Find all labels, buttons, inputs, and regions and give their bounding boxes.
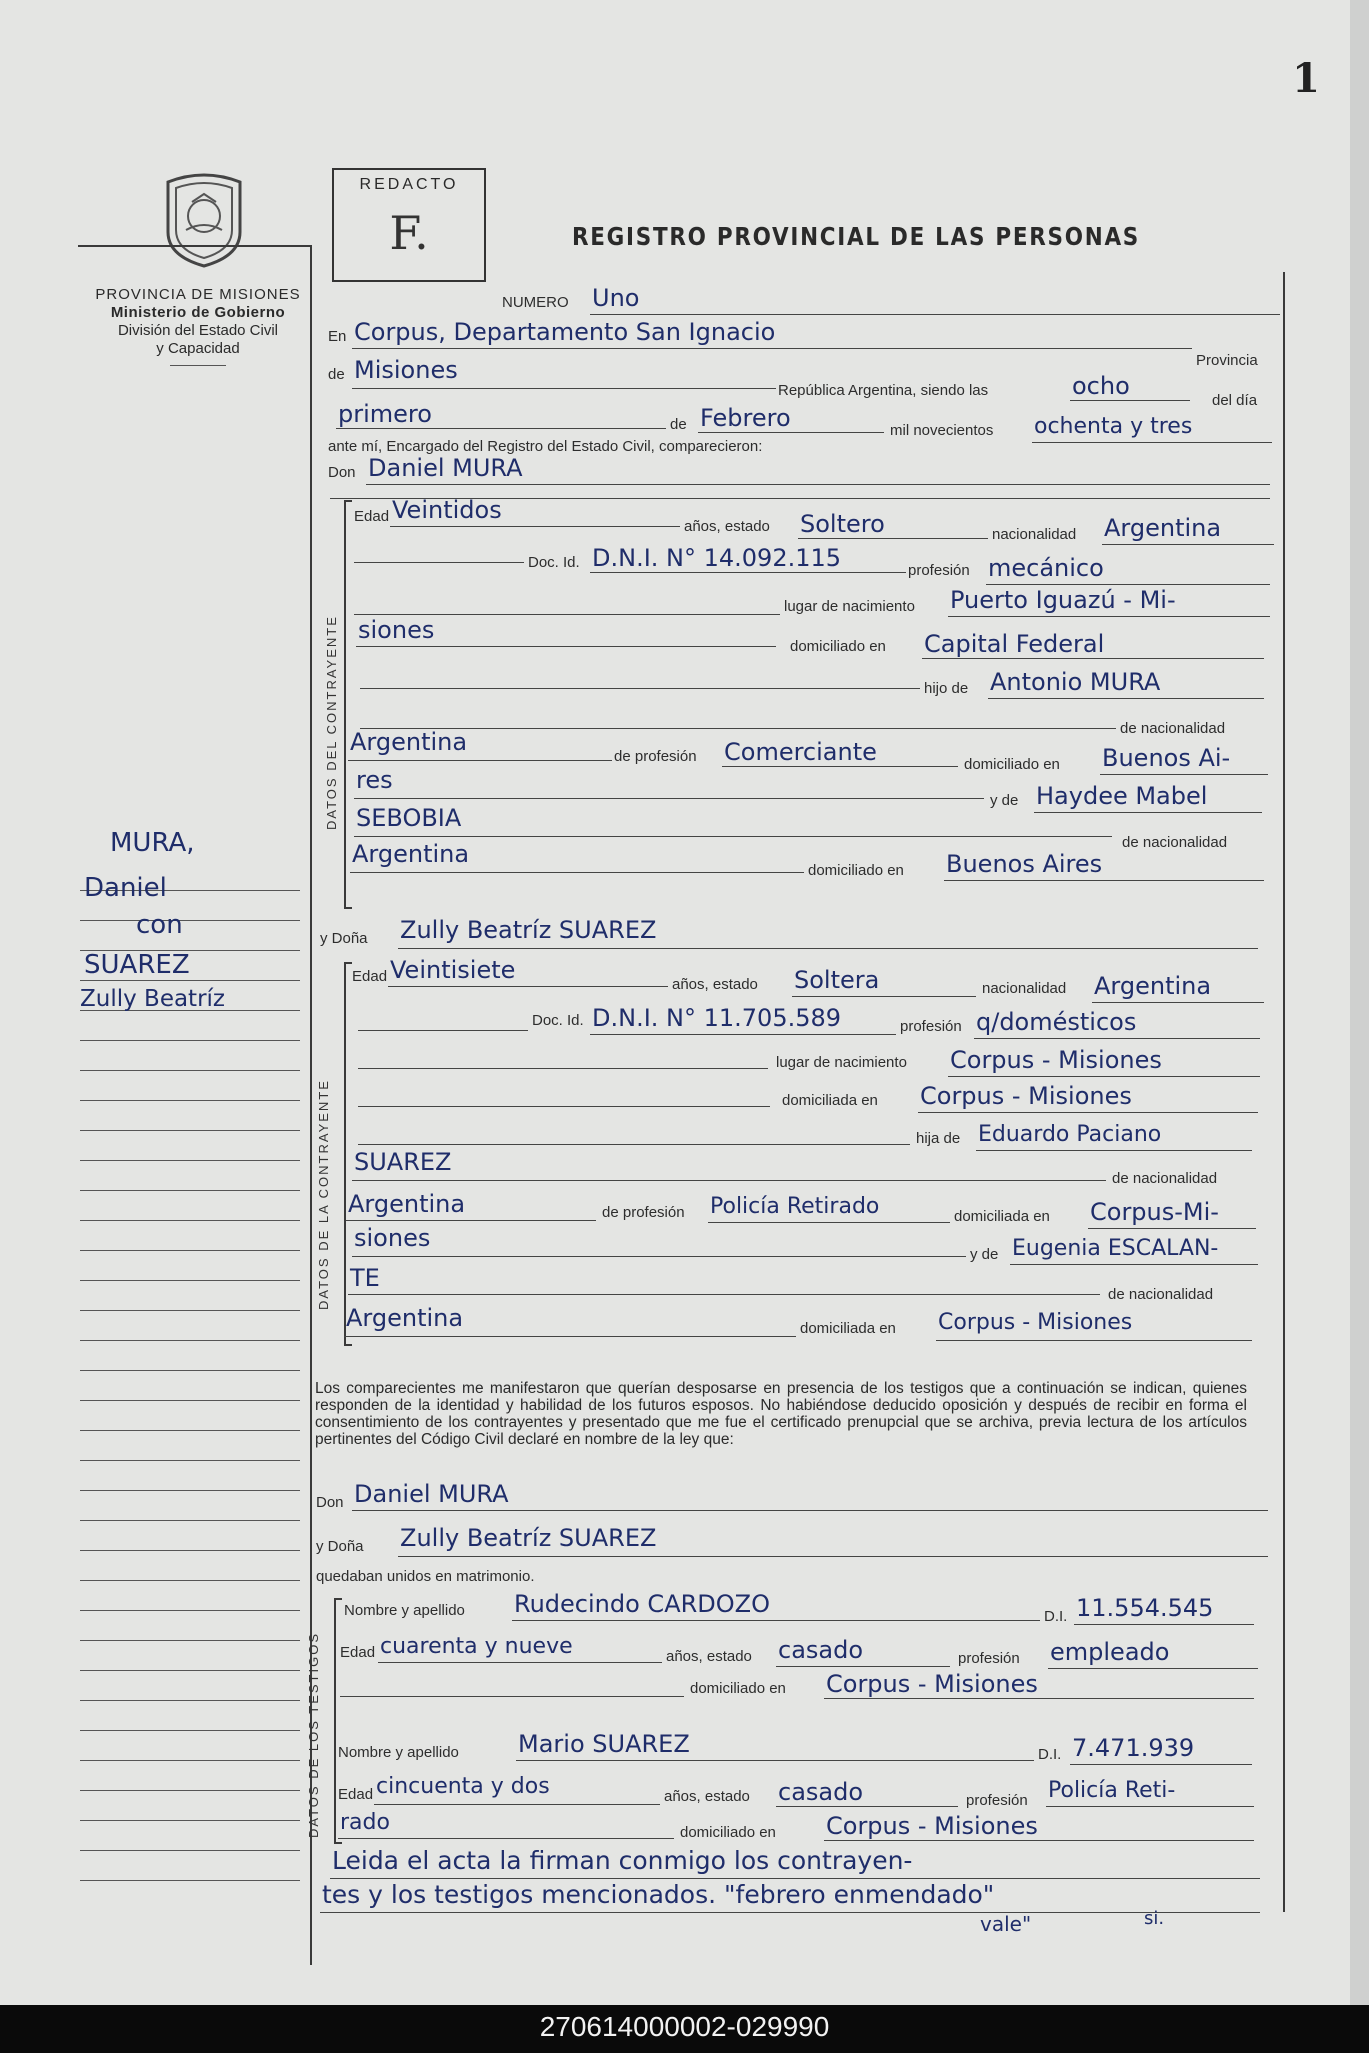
- decl-dona-value: Zully Beatríz SUAREZ: [400, 1524, 657, 1552]
- dona-value: Zully Beatríz SUAREZ: [400, 916, 657, 944]
- division-label: División del Estado Civil: [117, 322, 279, 339]
- contrayente-bracket: [344, 500, 352, 909]
- madre2-dom-label: domiciliada en: [800, 1320, 896, 1337]
- madre-value-2: SEBOBIA: [356, 804, 462, 832]
- mes-value: Febrero: [700, 404, 791, 432]
- padre2-dom-label: domiciliada en: [954, 1208, 1050, 1225]
- anio-value: ochenta y tres: [1034, 414, 1193, 439]
- madre2-value-2: TE: [350, 1264, 380, 1292]
- ministry-label: Ministerio de Gobierno: [110, 304, 286, 321]
- margin-note-line-2: Daniel: [84, 873, 167, 903]
- hijo-label: hijo de: [924, 680, 969, 697]
- declaracion-text: Los comparecientes me manifestaron que querían desposarse en presencia de los testigos que a continuación se indican, quienes responden de la identidad y habilidad de los futuros esposos. No habiéndose deducido oposición y después de recibir en forma el consentimiento de los contrayentes y presentado que me fue el certificado prenupcial que se archiva, previa lectura de los artículos pertinentes del Código Civil declaré en nombre de la ley que:: [315, 1380, 1247, 1448]
- redacto-value: F.: [389, 206, 429, 260]
- madre2-nac-value: Argentina: [346, 1304, 464, 1332]
- contrayente-side-label: DATOS DEL CONTRAYENTE: [324, 615, 339, 830]
- domicilio2-label: domiciliada en: [782, 1092, 878, 1109]
- t1-nombre-value: Rudecindo CARDOZO: [514, 1590, 770, 1618]
- decl-don-value: Daniel MURA: [354, 1480, 509, 1508]
- footer-bar: [0, 2005, 1369, 2053]
- padre-dom-label: domiciliado en: [964, 756, 1060, 773]
- madre-value-1: Haydee Mabel: [1036, 782, 1208, 810]
- t2-anos-label: años, estado: [664, 1788, 750, 1805]
- lugar-label: lugar de nacimiento: [784, 598, 915, 615]
- lugar-value: Corpus, Departamento San Ignacio: [354, 318, 776, 346]
- edad2-value: Veintisiete: [390, 956, 516, 984]
- testigos-bracket: [334, 1598, 342, 1844]
- t1-nombre-label: Nombre y apellido: [344, 1602, 465, 1619]
- margin-note-line-3: con: [136, 910, 183, 940]
- t2-nombre-label: Nombre y apellido: [338, 1744, 459, 1761]
- padre-prof-value: Comerciante: [724, 738, 877, 766]
- provincia-value: Misiones: [354, 356, 458, 384]
- padre2-nac-value: Argentina: [348, 1190, 466, 1218]
- t2-di-value: 7.471.939: [1072, 1734, 1195, 1762]
- t1-di-value: 11.554.545: [1076, 1594, 1214, 1622]
- division-label-2: y Capacidad: [156, 340, 240, 357]
- de-label: de: [328, 366, 345, 383]
- en-label: En: [328, 328, 347, 345]
- de-nac-label: de nacionalidad: [1120, 720, 1226, 737]
- padre2-dom-value-1: Corpus-Mi-: [1090, 1198, 1219, 1226]
- ante-label: ante mí, Encargado del Registro del Estado Civil, comparecieron:: [328, 438, 763, 455]
- t2-edad-value: cincuenta y dos: [376, 1774, 550, 1799]
- t2-domicilio-label: domiciliado en: [680, 1824, 776, 1841]
- t2-profesion-label: profesión: [966, 1792, 1028, 1809]
- doc-label: Doc. Id.: [528, 554, 580, 571]
- edad2-label: Edad: [352, 968, 388, 985]
- t2-domicilio-value: Corpus - Misiones: [826, 1812, 1038, 1840]
- profesion-label: profesión: [908, 562, 970, 579]
- estado2-value: Soltera: [794, 966, 880, 994]
- padre2-prof-value: Policía Retirado: [710, 1194, 880, 1219]
- hora-value: ocho: [1072, 372, 1130, 400]
- padre-nac-value: Argentina: [350, 728, 468, 756]
- issuer-block: [78, 286, 318, 366]
- de2-label: de: [670, 416, 687, 433]
- padre2-value-2: SUAREZ: [354, 1148, 452, 1176]
- padre2-value-1: Eduardo Paciano: [978, 1122, 1162, 1147]
- lugar2-label: lugar de nacimiento: [776, 1054, 907, 1071]
- dona-label: y Doña: [320, 930, 368, 947]
- t2-profesion-value-1: Policía Reti-: [1048, 1778, 1176, 1803]
- t2-profesion-value-2: rado: [340, 1810, 390, 1835]
- cierre-si: si.: [1144, 1908, 1165, 1929]
- don-label: Don: [328, 464, 356, 481]
- numero-value: Uno: [592, 284, 640, 312]
- margin-note-line-4: SUAREZ: [84, 950, 190, 980]
- edad-value: Veintidos: [392, 496, 502, 524]
- t2-edad-label: Edad: [338, 1786, 374, 1803]
- nacionalidad2-value: Argentina: [1094, 972, 1212, 1000]
- madre2-value-1: Eugenia ESCALAN-: [1012, 1236, 1219, 1261]
- y-de-label: y de: [990, 792, 1019, 809]
- republica-label: República Argentina, siendo las: [778, 382, 989, 399]
- page-title: REGISTRO PROVINCIAL DE LAS PERSONAS: [572, 222, 1141, 251]
- contrayenta-side-label: DATOS DE LA CONTRAYENTE: [316, 1079, 331, 1310]
- decl-don-label: Don: [316, 1494, 344, 1511]
- t2-estado-value: casado: [778, 1778, 864, 1806]
- padre-dom-value-2: res: [356, 766, 393, 794]
- madre-dom-value: Buenos Aires: [946, 850, 1103, 878]
- de-nac4-label: de nacionalidad: [1108, 1286, 1214, 1303]
- dia-value: primero: [338, 400, 432, 428]
- t2-nombre-value: Mario SUAREZ: [518, 1730, 690, 1758]
- profesion2-value: q/domésticos: [976, 1008, 1137, 1036]
- cierre-line-1: Leida el acta la firman conmigo los contrayen-: [332, 1846, 913, 1875]
- redacto-box: [332, 168, 486, 282]
- t1-domicilio-label: domiciliado en: [690, 1680, 786, 1697]
- t1-profesion-label: profesión: [958, 1650, 1020, 1667]
- cierre-line-2: tes y los testigos mencionados. "febrero enmendado": [322, 1880, 995, 1909]
- t1-edad-value: cuarenta y nueve: [380, 1634, 573, 1659]
- margin-note-line-1: MURA,: [110, 828, 195, 858]
- t1-di-label: D.I.: [1044, 1608, 1068, 1625]
- decl-dona-label: y Doña: [316, 1538, 364, 1555]
- de-nac3-label: de nacionalidad: [1112, 1170, 1218, 1187]
- mil-label: mil novecientos: [890, 422, 994, 439]
- t1-edad-label: Edad: [340, 1644, 376, 1661]
- province-label: PROVINCIA DE MISIONES: [95, 286, 301, 303]
- testigos-side-label: DATOS DE LOS TESTIGOS: [306, 1632, 321, 1838]
- doc2-label: Doc. Id.: [532, 1012, 584, 1029]
- nacionalidad-value: Argentina: [1104, 514, 1222, 542]
- del-dia-label: del día: [1212, 392, 1258, 409]
- provincial-seal-icon: [162, 168, 246, 268]
- margin-note-line-5: Zully Beatríz: [80, 986, 225, 1012]
- madre2-dom-value: Corpus - Misiones: [938, 1310, 1133, 1335]
- cierre-vale: vale": [980, 1912, 1032, 1936]
- t1-domicilio-value: Corpus - Misiones: [826, 1670, 1038, 1698]
- provincia-label: Provincia: [1196, 352, 1258, 369]
- profesion2-label: profesión: [900, 1018, 962, 1035]
- document-id: 270614000002-029990: [539, 2011, 830, 2042]
- lugar-value-1: Puerto Iguazú - Mi-: [950, 586, 1176, 614]
- estado-value: Soltero: [800, 510, 885, 538]
- domicilio2-value: Corpus - Misiones: [920, 1082, 1132, 1110]
- doc-value: D.N.I. N° 14.092.115: [592, 544, 842, 572]
- de-prof2-label: de profesión: [602, 1204, 685, 1221]
- don-value: Daniel MURA: [368, 454, 523, 482]
- y-de2-label: y de: [970, 1246, 999, 1263]
- t1-profesion-value: empleado: [1050, 1638, 1170, 1666]
- numero-label: NUMERO: [502, 294, 569, 311]
- t1-estado-value: casado: [778, 1636, 864, 1664]
- hija-label: hija de: [916, 1130, 961, 1147]
- doc2-value: D.N.I. N° 11.705.589: [592, 1004, 842, 1032]
- domicilio-label: domiciliado en: [790, 638, 886, 655]
- redacto-label: REDACTO: [359, 176, 459, 193]
- left-frame-top-line: [78, 245, 312, 247]
- profesion-value: mecánico: [988, 554, 1104, 582]
- edad-label: Edad: [354, 508, 390, 525]
- nacionalidad2-label: nacionalidad: [982, 980, 1067, 997]
- page-number: 1: [1292, 55, 1320, 102]
- nacionalidad-label: nacionalidad: [992, 526, 1077, 543]
- decl-cierre: quedaban unidos en matrimonio.: [316, 1568, 535, 1585]
- t1-anos-label: años, estado: [666, 1648, 752, 1665]
- padre-dom-value-1: Buenos Ai-: [1102, 744, 1231, 772]
- padre2-dom-value-2: siones: [354, 1224, 431, 1252]
- lugar-value-2: siones: [358, 616, 435, 644]
- madre-nac-value: Argentina: [352, 840, 470, 868]
- domicilio-value: Capital Federal: [924, 630, 1105, 658]
- padre-value: Antonio MURA: [990, 668, 1161, 696]
- right-frame-line: [1283, 272, 1285, 1912]
- lugar2-value: Corpus - Misiones: [950, 1046, 1162, 1074]
- anos2-label: años, estado: [672, 976, 758, 993]
- t2-di-label: D.I.: [1038, 1746, 1062, 1763]
- de-nac2-label: de nacionalidad: [1122, 834, 1228, 851]
- de-prof-label: de profesión: [614, 748, 697, 765]
- anos-label: años, estado: [684, 518, 770, 535]
- madre-dom-label: domiciliado en: [808, 862, 904, 879]
